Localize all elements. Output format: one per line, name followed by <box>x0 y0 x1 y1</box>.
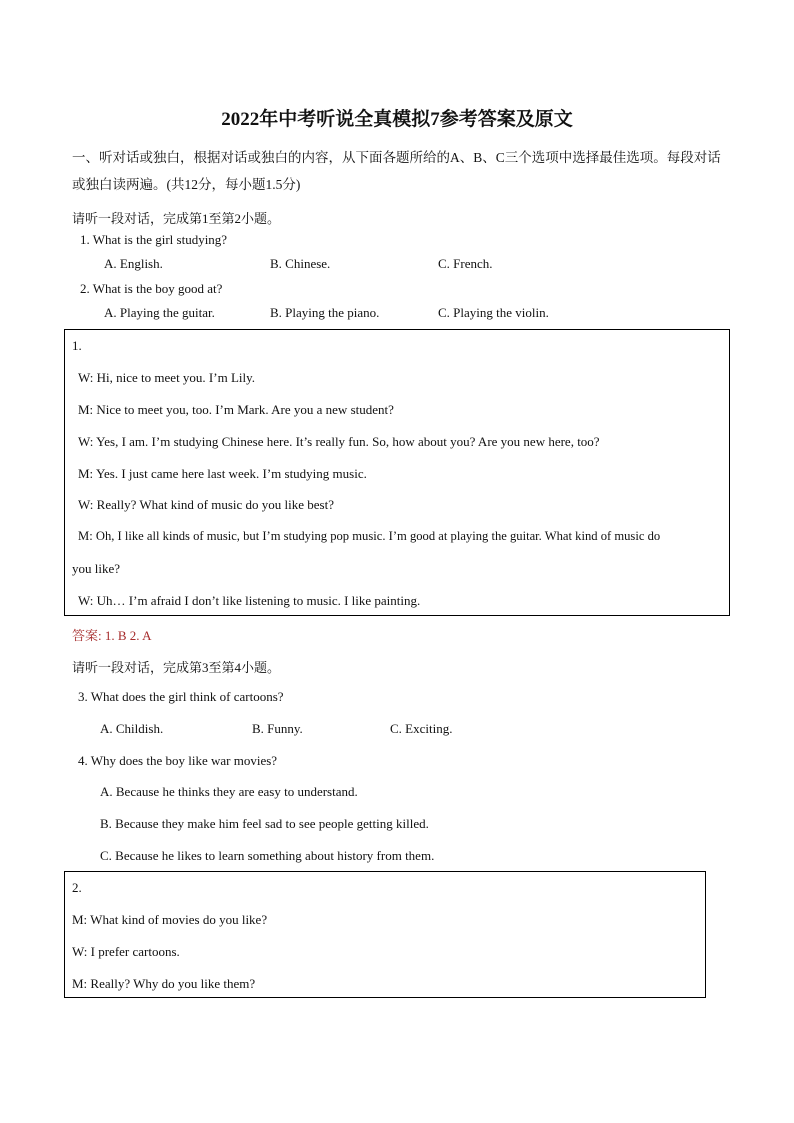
transcript-1-line: W: Uh… I’m afraid I don’t like listening to music. I like painting. <box>78 593 421 608</box>
page-title: 2022年中考听说全真模拟7参考答案及原文 <box>221 109 573 130</box>
group2-instruction: 请听一段对话，完成第3至第4小题。 <box>72 660 281 675</box>
transcript-1-line: M: Yes. I just came here last week. I’m studying music. <box>78 466 367 481</box>
q3-text: 3. What does the girl think of cartoons? <box>78 689 284 704</box>
transcript-2-line: M: What kind of movies do you like? <box>72 912 268 927</box>
q1-text: 1. What is the girl studying? <box>80 232 228 247</box>
q2-text: 2. What is the boy good at? <box>80 281 223 296</box>
q4-option-a: A. Because he thinks they are easy to understand. <box>100 784 358 799</box>
q4-text: 4. Why does the boy like war movies? <box>78 753 278 768</box>
q3-option-c: C. Exciting. <box>390 721 453 736</box>
q3-option-b: B. Funny. <box>252 721 303 736</box>
q1-option-c: C. French. <box>438 256 493 271</box>
transcript-2-line: W: I prefer cartoons. <box>72 944 180 959</box>
transcript-2-number: 2. <box>72 880 82 895</box>
q1-option-b: B. Chinese. <box>270 256 331 271</box>
q4-option-c: C. Because he likes to learn something about history from them. <box>100 848 435 863</box>
transcript-1-line: W: Really? What kind of music do you like best? <box>78 497 334 512</box>
q1-option-a: A. English. <box>104 256 163 271</box>
q2-option-c: C. Playing the violin. <box>438 305 549 320</box>
transcript-1-line: W: Yes, I am. I’m studying Chinese here. It’s really fun. So, how about you? Are you new here, too? <box>78 434 600 449</box>
group1-instruction: 请听一段对话，完成第1至第2小题。 <box>72 211 281 226</box>
q3-option-a: A. Childish. <box>100 721 164 736</box>
transcript-1-line: M: Oh, I like all kinds of music, but I’m studying pop music. I’m good at playing the guitar. What kind of music do <box>78 529 661 543</box>
transcript-1-line: W: Hi, nice to meet you. I’m Lily. <box>78 370 256 385</box>
answer-key-1: 答案: 1. B 2. A <box>72 628 152 643</box>
q4-option-b: B. Because they make him feel sad to see people getting killed. <box>100 816 429 831</box>
transcript-2-line: M: Really? Why do you like them? <box>72 976 256 991</box>
q2-option-a: A. Playing the guitar. <box>104 305 215 320</box>
section-heading: 一、听对话或独白，根据对话或独白的内容，从下面各题所给的A、B、C三个选项中选择最佳选项。每段对话或独白读两遍。(共12分，每小题1.5分) <box>72 150 721 192</box>
transcript-1-number: 1. <box>72 338 82 353</box>
transcript-1-line: M: Nice to meet you, too. I’m Mark. Are you a new student? <box>78 402 394 417</box>
transcript-1-line: you like? <box>72 561 121 576</box>
q2-option-b: B. Playing the piano. <box>270 305 380 320</box>
